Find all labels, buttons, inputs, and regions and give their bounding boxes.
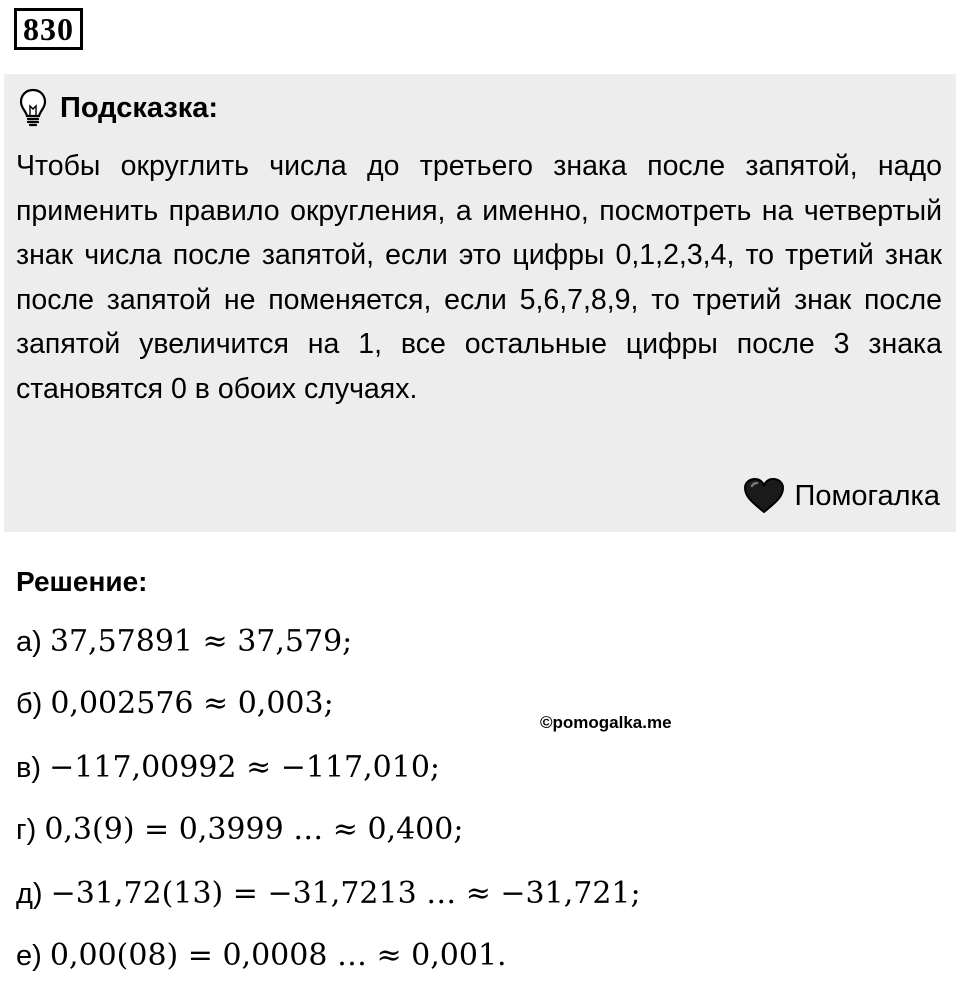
solution-label: г)	[16, 814, 37, 846]
solution-line-b	[16, 682, 334, 726]
solution-title: Решение:	[16, 566, 148, 597]
brand	[743, 476, 940, 516]
solution-line-g	[16, 808, 463, 852]
solution-line-a	[16, 620, 352, 664]
solution-line-v	[16, 746, 440, 790]
solution-label: в)	[16, 752, 42, 784]
solution-label: д)	[16, 878, 43, 910]
solution-math: 0,00(08) = 0,0008 … ≈ 0,001.	[49, 938, 507, 973]
problem-number: 830	[14, 8, 83, 50]
solution-label: б)	[16, 688, 43, 720]
solution-label: е)	[16, 940, 42, 972]
hint-box	[4, 74, 956, 532]
solution-math: 37,57891 ≈ 37,579;	[49, 624, 353, 659]
hint-header	[18, 88, 218, 128]
solution-math: −31,72(13) = −31,7213 … ≈ −31,721;	[50, 876, 641, 911]
hint-title: Подсказка:	[60, 91, 219, 124]
solution-label: а)	[16, 626, 42, 658]
solution-line-d	[16, 872, 641, 916]
watermark: ©pomogalka.me	[540, 713, 672, 732]
solution-math: 0,3(9) = 0,3999 … ≈ 0,400;	[44, 812, 464, 847]
solution-math: −117,00992 ≈ −117,010;	[49, 750, 441, 785]
lightbulb-icon	[18, 88, 48, 128]
brand-name: Помогалка	[794, 479, 940, 512]
solution-math: 0,002576 ≈ 0,003;	[50, 686, 334, 721]
solution-line-e	[16, 934, 507, 978]
heart-icon	[743, 477, 785, 515]
hint-text: Чтобы округлить числа до третьего знака после запятой, надо применить правило округления, а именно, посмотреть на четвертый знак числа после запятой, если это цифры 0,1,2,3,4, то третий знак после запятой не поменяется, если 5,6,7,8,9, то третий знак после запятой увеличится на 1, все остальные цифры после 3 знака становятся 0 в обоих случаях.	[16, 150, 942, 405]
